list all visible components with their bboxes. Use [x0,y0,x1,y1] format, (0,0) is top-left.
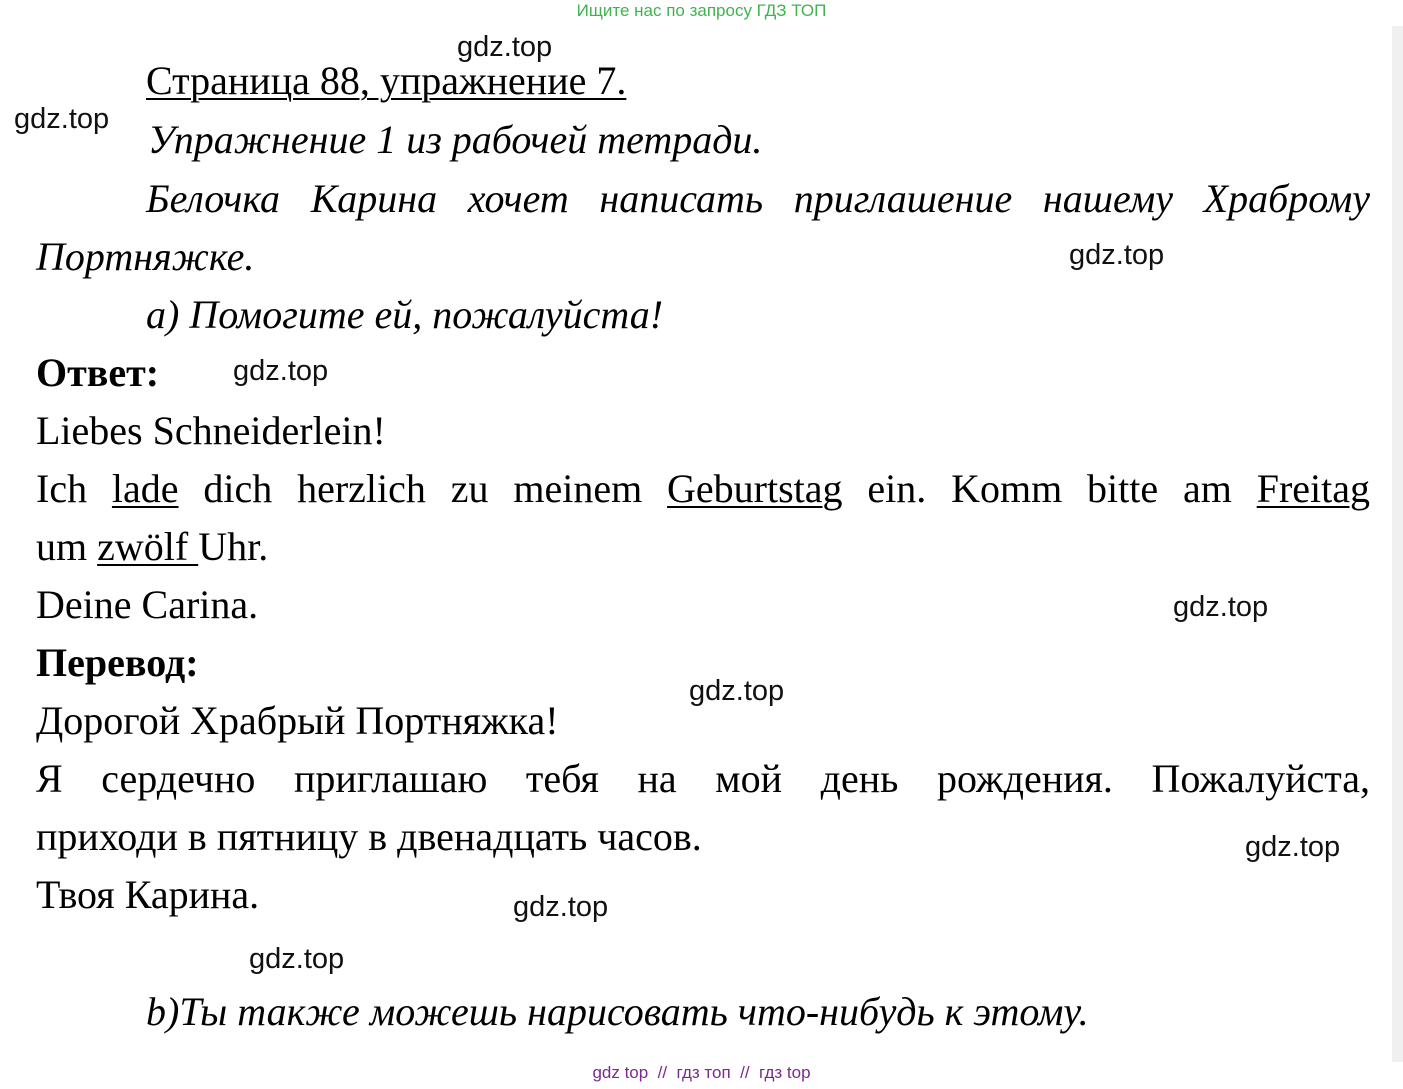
task-line-1: Белочка Карина хочет написать приглашение нашему Храброму [146,176,1370,221]
letter-signature: Deine Carina. [36,582,259,627]
watermark: gdz.top [14,103,110,135]
underlined-word-geburtstag: Geburtstag [667,466,843,511]
top-banner-link[interactable]: Ищите нас по запросу ГДЗ ТОП [576,1,827,20]
footer-links[interactable]: gdz top // гдз топ // гдз top [592,1063,811,1082]
watermark: gdz.top [689,675,785,707]
letter-body-line-2 [36,523,268,571]
translation-signature: Твоя Карина. [36,872,260,917]
letter-greeting: Liebes Schneiderlein! [36,408,386,453]
watermark: gdz.top [249,943,345,975]
watermark: gdz.top [1069,239,1165,271]
translation-label: Перевод: [36,640,199,685]
scrollbar-track[interactable] [1392,26,1403,1062]
watermark: gdz.top [233,355,329,387]
letter-text: ein. Komm bitte am [867,466,1232,511]
letter-word: Ich [36,466,88,511]
underlined-word-freitag: Freitag [1256,466,1371,511]
letter-body-line-1 [36,465,1370,513]
letter-text: dich herzlich zu meinem [203,466,643,511]
underlined-word-zwoelf: zwölf [97,524,199,569]
watermark: gdz.top [1245,831,1341,863]
task-b: b)Ты также можешь нарисовать что-нибудь к этому. [146,989,1089,1034]
watermark: gdz.top [457,31,553,63]
translation-body-line-1: Я сердечно приглашаю тебя на мой день рождения. Пожалуйста, [36,756,1370,801]
translation-body-line-2: приходи в пятницу в двенадцать часов. [36,814,702,859]
watermark: gdz.top [1173,591,1269,623]
task-line-2: Портняжке. [36,234,255,279]
subtitle: Упражнение 1 из рабочей тетради. [148,117,763,162]
watermark: gdz.top [513,891,609,923]
answer-label: Ответ: [36,350,160,395]
page-title: Страница 88, упражнение 7. [146,58,627,103]
translation-greeting: Дорогой Храбрый Портняжка! [36,698,559,743]
task-a: а) Помогите ей, пожалуйста! [146,292,664,337]
underlined-word-lade: lade [111,466,179,511]
letter-word: Uhr. [198,524,269,569]
letter-word: um [36,524,88,569]
